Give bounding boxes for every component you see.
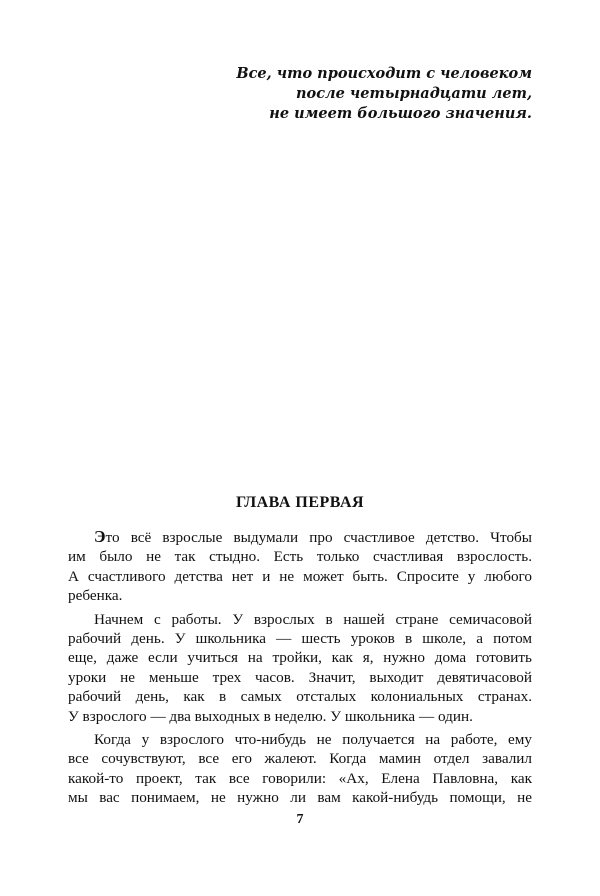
paragraph bbox=[68, 527, 532, 606]
text-line: уроки не меньше трех часов. Значит, выходит девятичасовой bbox=[68, 668, 532, 686]
text-line: еще, даже если учиться на тройки, как я, нужно дома готовить bbox=[68, 649, 532, 667]
text-line: все сочувствуют, все его жалеют. Когда мамин отдел завалил bbox=[68, 750, 532, 768]
paragraph bbox=[68, 610, 532, 726]
text-line: рабочий день. У школьника — шесть уроков в школе, а потом bbox=[68, 630, 532, 648]
text-line: им было не так стыдно. Есть только счастливая взрослость. bbox=[68, 548, 532, 566]
text-line: Когда у взрослого что-нибудь не получается на работе, ему bbox=[94, 731, 532, 749]
text-line: ребенка. bbox=[68, 587, 123, 605]
text-line-content: то всё взрослые выдумали про счастливое детство. Чтобы bbox=[105, 529, 532, 546]
epigraph-line: после четырнадцати лет, bbox=[295, 85, 532, 102]
text-line bbox=[68, 527, 532, 547]
chapter-title: ГЛАВА ПЕРВАЯ bbox=[235, 494, 365, 511]
body-text bbox=[68, 527, 532, 808]
text-line: рабочий день, как в самых отсталых колониальных странах. bbox=[68, 688, 532, 706]
text-line: А счастливого детства нет и не может быть. Спросите у любого bbox=[68, 567, 532, 585]
paragraph bbox=[68, 730, 532, 808]
page-number: 7 bbox=[296, 812, 304, 827]
text-line: какой-то проект, так все говорили: «Ах, Елена Павловна, как bbox=[68, 769, 532, 787]
epigraph-line: Все, что происходит с человеком bbox=[236, 65, 532, 82]
drop-cap: Э bbox=[94, 527, 106, 546]
epigraph-line: не имеет большого значения. bbox=[269, 105, 532, 122]
text-line: У взрослого — два выходных в неделю. У школьника — один. bbox=[68, 707, 473, 725]
text-line: мы вас понимаем, не нужно ли вам какой-нибудь помощи, не bbox=[68, 789, 532, 807]
epigraph bbox=[112, 64, 532, 124]
text-line: Начнем с работы. У взрослых в нашей стране семичасовой bbox=[94, 610, 532, 628]
